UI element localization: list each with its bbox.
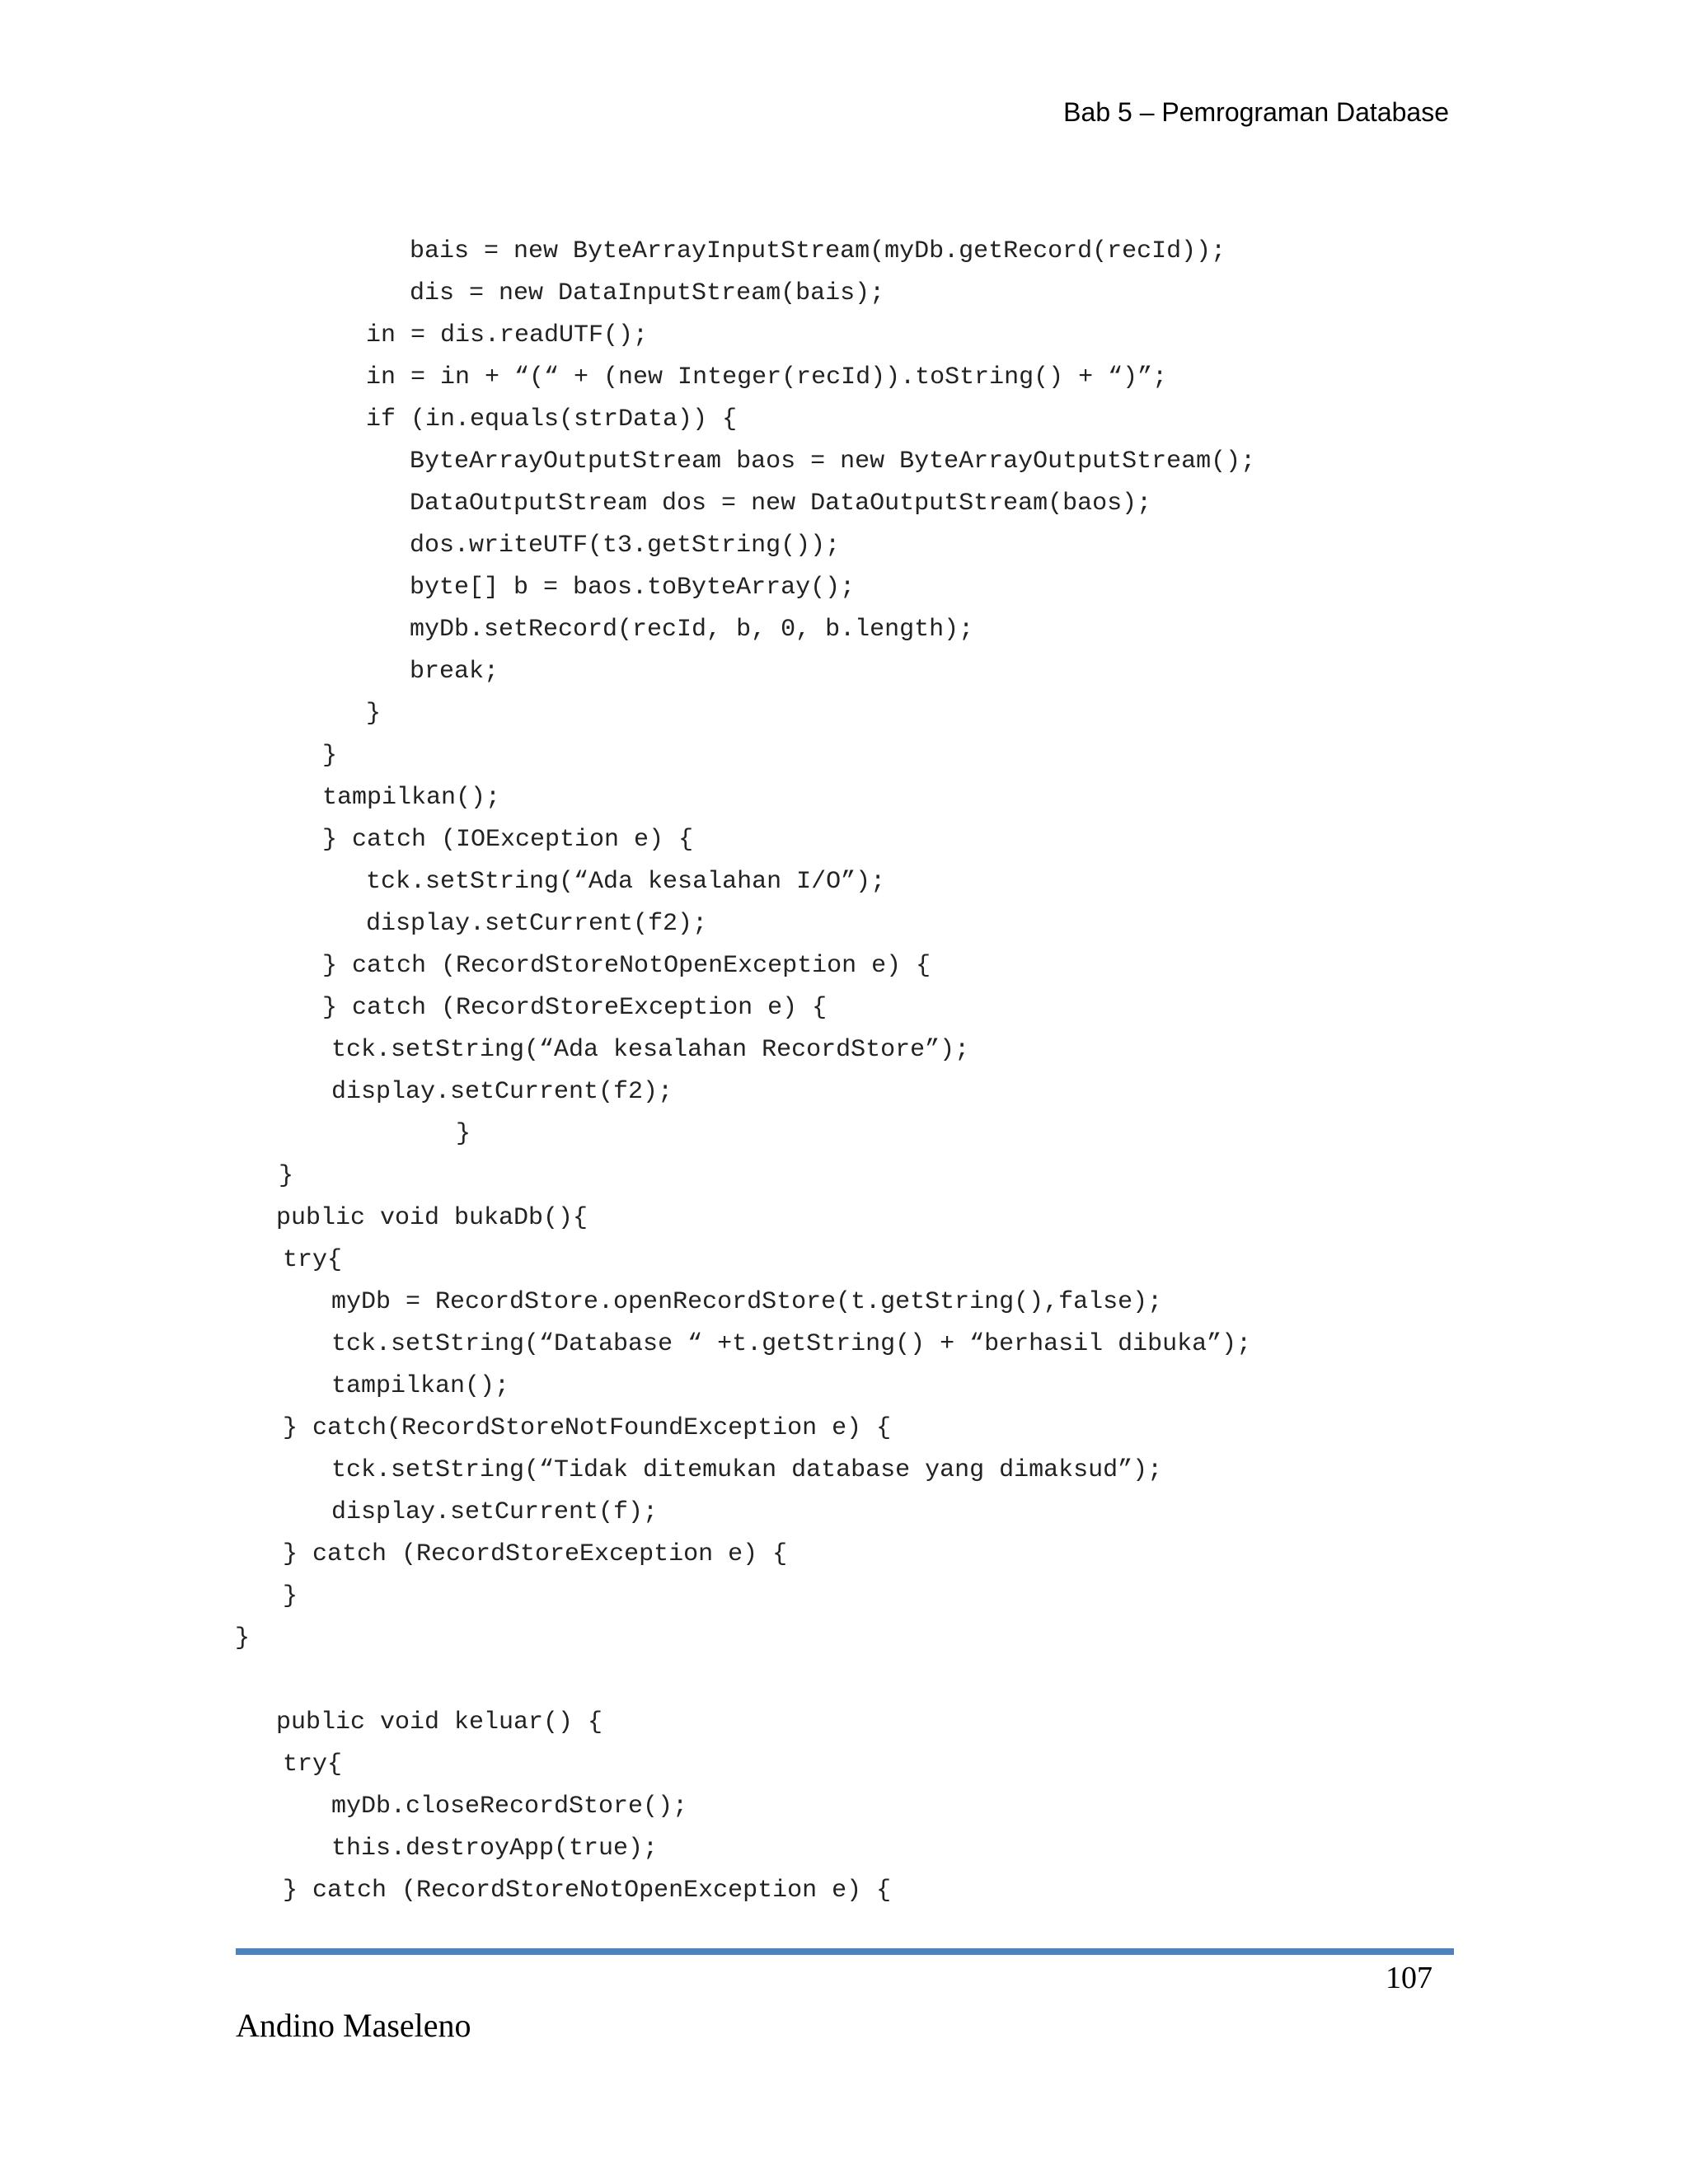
code-line: dos.writeUTF(t3.getString());: [410, 532, 841, 560]
code-line: }: [283, 1582, 298, 1610]
code-line: } catch (IOException e) {: [322, 826, 694, 854]
code-line: dis = new DataInputStream(bais);: [410, 279, 885, 307]
code-line: public void bukaDb(){: [276, 1204, 588, 1232]
code-line: tck.setString(“Ada kesalahan I/O”);: [366, 868, 886, 896]
code-line: ByteArrayOutputStream baos = new ByteArrayOutputStream();: [410, 448, 1256, 476]
code-line: display.setCurrent(f2);: [331, 1078, 673, 1106]
code-line: tck.setString(“Tidak ditemukan database yang dimaksud”);: [331, 1456, 1163, 1484]
code-line: }: [279, 1162, 294, 1190]
code-line: }: [366, 700, 382, 728]
code-line: display.setCurrent(f2);: [366, 910, 708, 938]
code-line: tck.setString(“Ada kesalahan RecordStore”);: [331, 1036, 970, 1064]
code-line: DataOutputStream dos = new DataOutputStream(baos);: [410, 490, 1152, 518]
code-line: byte[] b = baos.toByteArray();: [410, 574, 856, 602]
footer-divider: [236, 1948, 1454, 1955]
code-line: in = dis.readUTF();: [366, 321, 649, 349]
code-line: display.setCurrent(f);: [331, 1498, 659, 1526]
code-line: } catch (RecordStoreNotOpenException e) {: [322, 952, 931, 980]
code-line: this.destroyApp(true);: [331, 1835, 659, 1863]
code-line: }: [456, 1120, 471, 1148]
author-name: Andino Maseleno: [236, 2007, 471, 2044]
code-line: tampilkan();: [331, 1372, 510, 1400]
code-line: } catch(RecordStoreNotFoundException e) {: [283, 1414, 892, 1442]
code-line: break;: [410, 658, 499, 686]
code-line: tampilkan();: [322, 784, 501, 812]
code-line: in = in + “(“ + (new Integer(recId)).toString() + “)”;: [366, 363, 1168, 391]
code-line: if (in.equals(strData)) {: [366, 405, 738, 434]
code-line: tck.setString(“Database “ +t.getString() + “berhasil dibuka”);: [331, 1330, 1252, 1358]
code-line: public void keluar() {: [276, 1708, 603, 1736]
code-line: } catch (RecordStoreException e) {: [322, 994, 828, 1022]
chapter-header: Bab 5 – Pemrograman Database: [1063, 97, 1449, 127]
code-line: } catch (RecordStoreNotOpenException e) {: [283, 1877, 892, 1905]
code-line: myDb.closeRecordStore();: [331, 1793, 688, 1821]
code-line: bais = new ByteArrayInputStream(myDb.getRecord(recId));: [410, 237, 1226, 265]
code-line: }: [235, 1624, 251, 1652]
code-line: try{: [283, 1750, 343, 1779]
code-line: myDb.setRecord(recId, b, 0, b.length);: [410, 616, 974, 644]
code-line: try{: [283, 1246, 343, 1274]
code-line: } catch (RecordStoreException e) {: [283, 1540, 788, 1568]
page-number: 107: [1386, 1961, 1432, 1995]
code-line: }: [322, 742, 338, 770]
code-line: myDb = RecordStore.openRecordStore(t.getString(),false);: [331, 1288, 1163, 1316]
